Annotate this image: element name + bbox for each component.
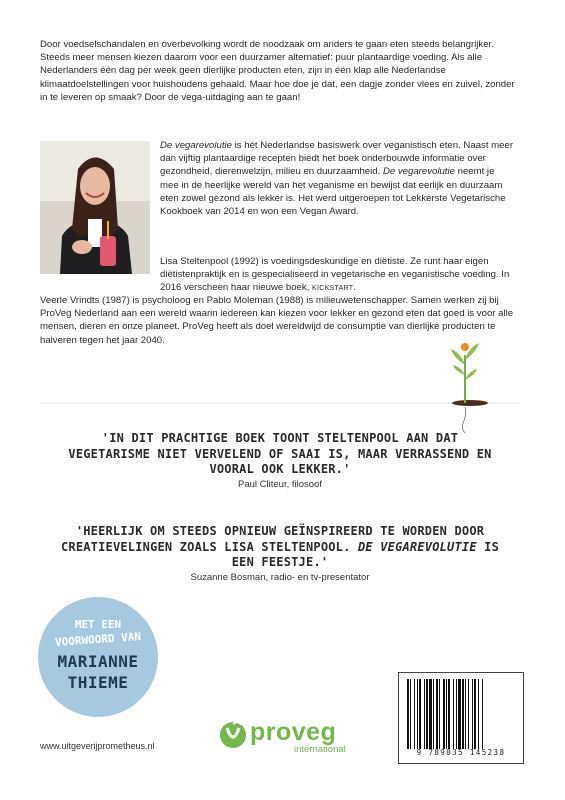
book-description-part1: is hét Nederlandse basiswerk over veganistisch eten. Naast meer dan vijftig plantaardige recepten biedt het boek onderbouwde informatie over gezondheid, dierenwelzijn, milieu en duurzaamheid. [160,140,514,178]
barcode-bar [482,679,483,749]
quote-text-part1: 'HEERLIJK OM STEEDS OPNIEUW GEÏNSPIREERD TE WORDEN DOOR CREATIEVELINGEN ZOALS LISA STELTENPOOL. [60,524,485,554]
barcode-bar [439,679,440,749]
barcode-bar [446,679,447,749]
badge-line1: MET EEN [74,618,122,631]
proveg-logo-subtitle: international [294,744,346,755]
barcode-bar [417,679,418,749]
quote-text-italic: DE VEGAREVOLUTIE [357,539,477,554]
isbn-number: 9 789035 145238 [416,748,506,757]
book-title-repeat: De vegarevolutie [382,166,455,178]
barcode-bar [465,679,466,749]
barcode-bar [458,679,461,749]
barcode-bar [443,679,445,749]
sprout-plant-icon [445,335,485,435]
barcode-bar [414,679,415,749]
intro-paragraph: Door voedselschandalen en overbevolking wordt de noodzaak om anders te gaan eten steeds belangrijker. Steeds meer mensen kiezen daarom voor een duurzamer alternatief: puur plantaardige voeding. Als alle Nederlanders één dag per week geen dierlijke producten eten, zijn in één klap alle Nederlandse klimaatdoelstellingen voor huishoudens gehaald. Maar hoe doe je dat, een dagje zonder vlees en zuivel, zonder in te leveren op smaak? Door de vega-uitdaging aan te gaan! [40,39,515,103]
barcode-bar [462,679,464,749]
barcode-bar [426,679,428,749]
book-title: De vegarevolutie [160,140,232,151]
quote-paul-cliteur [60,431,500,490]
quote-text-part2: IS EEN FEESTJE.' [231,539,500,569]
barcode-bar [436,679,438,749]
foreword-badge [38,597,158,717]
barcode-bar [448,679,450,749]
author-photo [40,141,150,274]
barcode-bar [433,679,434,749]
quote-author: Suzanne Bosman, radio- en tv-presentator [190,571,370,583]
badge-line2: VOORWOORD VAN [54,630,142,649]
next-book-title: KICKSTART [312,285,354,293]
barcode-bar [407,679,409,749]
barcode-bar [410,679,411,749]
author-bio-others: Veerle Vrindts (1987) is psycholoog en Pablo Moleman (1988) is milieuwetenschapper. Samen werken zij bij ProVeg Nederland aan een wereld waarin iedereen kan kiezen voor lekker en gezond eten dat goed is voor alle mensen, dieren en onze planeet. ProVeg heeft als doel wereldwijd de consumptie van dierlijke producten te halveren tegen het jaar 2040. [40,295,514,346]
barcode-bar [424,679,425,749]
publisher-url: www.uitgeverijprometheus.nl [40,741,155,751]
barcode-bar [474,679,476,749]
quote-text [60,524,500,571]
author-bio-lisa-text: Lisa Steltenpool (1992) is voedingsdeskundige en diëtiste. Ze runt haar eigen diëtistenpraktijk en is gespecialiseerd in vegetarische en veganistische voeding. In 2016 verscheen haar nieuwe boek, [160,256,510,294]
barcode-bar [453,679,454,749]
barcode-bar [429,679,432,749]
book-description [160,139,515,218]
barcode-bar [468,679,469,749]
book-description-part2: neemt je mee in de heerlijke wereld van het veganisme en bewijst dat eerlijk en duurzaam eten zowel gezond als lekker is. Het werd uitgeroepen tot Lekkerste Vegetarische Kookboek van 2014 en won een Vegan Award. [160,166,506,218]
barcode-bar [478,679,479,749]
badge-line3: MARIANNE [57,652,139,671]
badge-line4: THIEME [67,673,129,692]
quote-author: Paul Cliteur, filosoof [238,478,322,490]
barcode-bar [456,679,457,749]
quote-text: 'IN DIT PRACHTIGE BOEK TOONT STELTENPOOL AAN DAT VEGETARISME NIET VERVELEND OF SAAI IS, MAAR VERRASSEND EN VOORAL OOK LEKKER.' [68,431,492,476]
author-bio-lisa [160,255,515,296]
proveg-logo-text: proveg [250,718,337,746]
author-bio-lisa-end: . [353,282,357,294]
barcode-bar [419,679,421,749]
barcode-bar [472,679,473,749]
quote-suzanne-bosman [60,524,500,583]
